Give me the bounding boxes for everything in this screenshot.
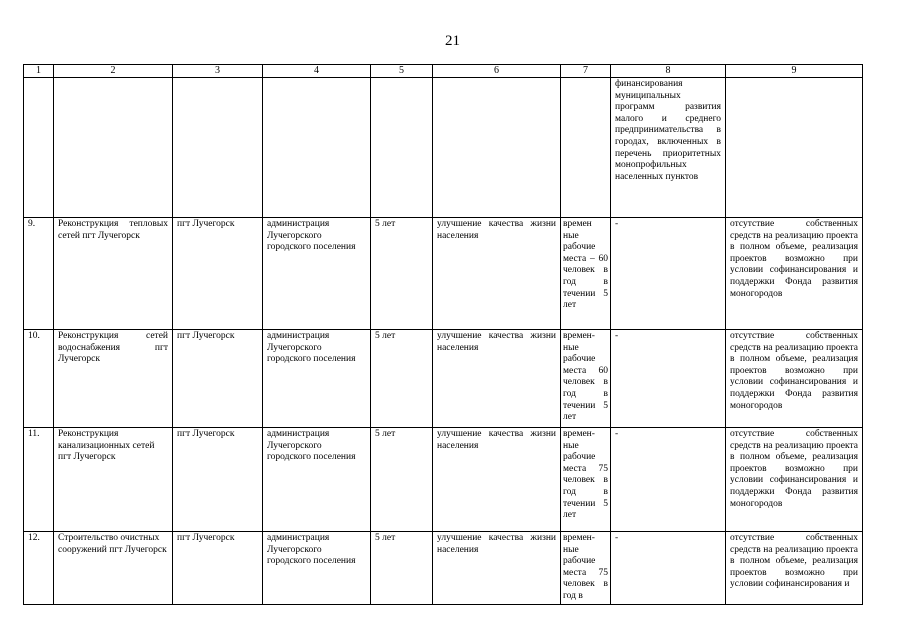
column-number: 7 [561, 65, 611, 78]
project-term: 5 лет [371, 428, 433, 532]
project-jobs: времен- ные рабочие места 75 человек в год в [561, 532, 611, 605]
project-effect: улучшение качества жизни населения [433, 428, 561, 532]
project-term: 5 лет [371, 218, 433, 330]
continuation-row [24, 78, 863, 218]
table-row [24, 330, 863, 428]
column-number: 4 [263, 65, 371, 78]
project-executor: администрация Лучегорского городского поселения [263, 532, 371, 605]
support-measure-cell: - [611, 428, 726, 532]
project-name: Реконструкция канализационных сетей пгт Лучегорск [54, 428, 173, 532]
table-cell [24, 78, 54, 218]
project-risks: отсутствие собственных средств на реализацию проекта в полном объеме, реализация проектов возможно при условии софинансирования и поддержки Фонда развития моногородов [726, 330, 863, 428]
project-location: пгт Лучегорск [173, 330, 263, 428]
support-measure-cell: - [611, 532, 726, 605]
project-effect: улучшение качества жизни населения [433, 218, 561, 330]
column-number: 3 [173, 65, 263, 78]
project-name: Строительство очистных сооружений пгт Лучегорск [54, 532, 173, 605]
project-jobs: времен- ные рабочие места 60 человек в год в течении 5 лет [561, 330, 611, 428]
table-cell [433, 78, 561, 218]
row-number: 12. [24, 532, 54, 605]
project-location: пгт Лучегорск [173, 532, 263, 605]
project-risks: отсутствие собственных средств на реализацию проекта в полном объеме, реализация проектов возможно при условии софинансирования и поддержки Фонда развития моногородов [726, 218, 863, 330]
table-cell [561, 78, 611, 218]
row-number: 10. [24, 330, 54, 428]
column-number-row [24, 65, 863, 78]
project-term: 5 лет [371, 330, 433, 428]
project-jobs: времен- ные рабочие места 75 человек в год в течении 5 лет [561, 428, 611, 532]
project-executor: администрация Лучегорского городского поселения [263, 218, 371, 330]
project-risks: отсутствие собственных средств на реализацию проекта в полном объеме, реализация проектов возможно при условии софинансирования и поддержки Фонда развития моногородов [726, 428, 863, 532]
table-cell [54, 78, 173, 218]
table-cell [263, 78, 371, 218]
column-number: 6 [433, 65, 561, 78]
project-location: пгт Лучегорск [173, 218, 263, 330]
support-measure-cell: - [611, 218, 726, 330]
project-name: Реконструкция тепловых сетей пгт Лучегорск [54, 218, 173, 330]
project-risks: отсутствие собственных средств на реализацию проекта в полном объеме, реализация проектов возможно при условии софинансирования и [726, 532, 863, 605]
project-jobs: времен ные рабочие места – 60 человек в год в течении 5 лет [561, 218, 611, 330]
table-cell [371, 78, 433, 218]
project-effect: улучшение качества жизни населения [433, 330, 561, 428]
project-name: Реконструкция сетей водоснабжения пгт Лучегорск [54, 330, 173, 428]
row-number: 9. [24, 218, 54, 330]
support-measure-cell: финансирования муниципальных программ развития малого и среднего предпринимательства в городах, включенных в перечень приоритетных монопрофильных населенных пунктов [611, 78, 726, 218]
project-effect: улучшение качества жизни населения [433, 532, 561, 605]
measures-table [23, 64, 863, 605]
column-number: 1 [24, 65, 54, 78]
table-cell [173, 78, 263, 218]
project-executor: администрация Лучегорского городского поселения [263, 428, 371, 532]
column-number: 5 [371, 65, 433, 78]
table-row [24, 428, 863, 532]
column-number: 2 [54, 65, 173, 78]
column-number: 8 [611, 65, 726, 78]
row-number: 11. [24, 428, 54, 532]
column-number: 9 [726, 65, 863, 78]
table-row [24, 218, 863, 330]
page-number: 21 [445, 33, 460, 49]
project-term: 5 лет [371, 532, 433, 605]
project-location: пгт Лучегорск [173, 428, 263, 532]
project-executor: администрация Лучегорского городского поселения [263, 330, 371, 428]
support-measure-cell: - [611, 330, 726, 428]
table-cell [726, 78, 863, 218]
table-row [24, 532, 863, 605]
